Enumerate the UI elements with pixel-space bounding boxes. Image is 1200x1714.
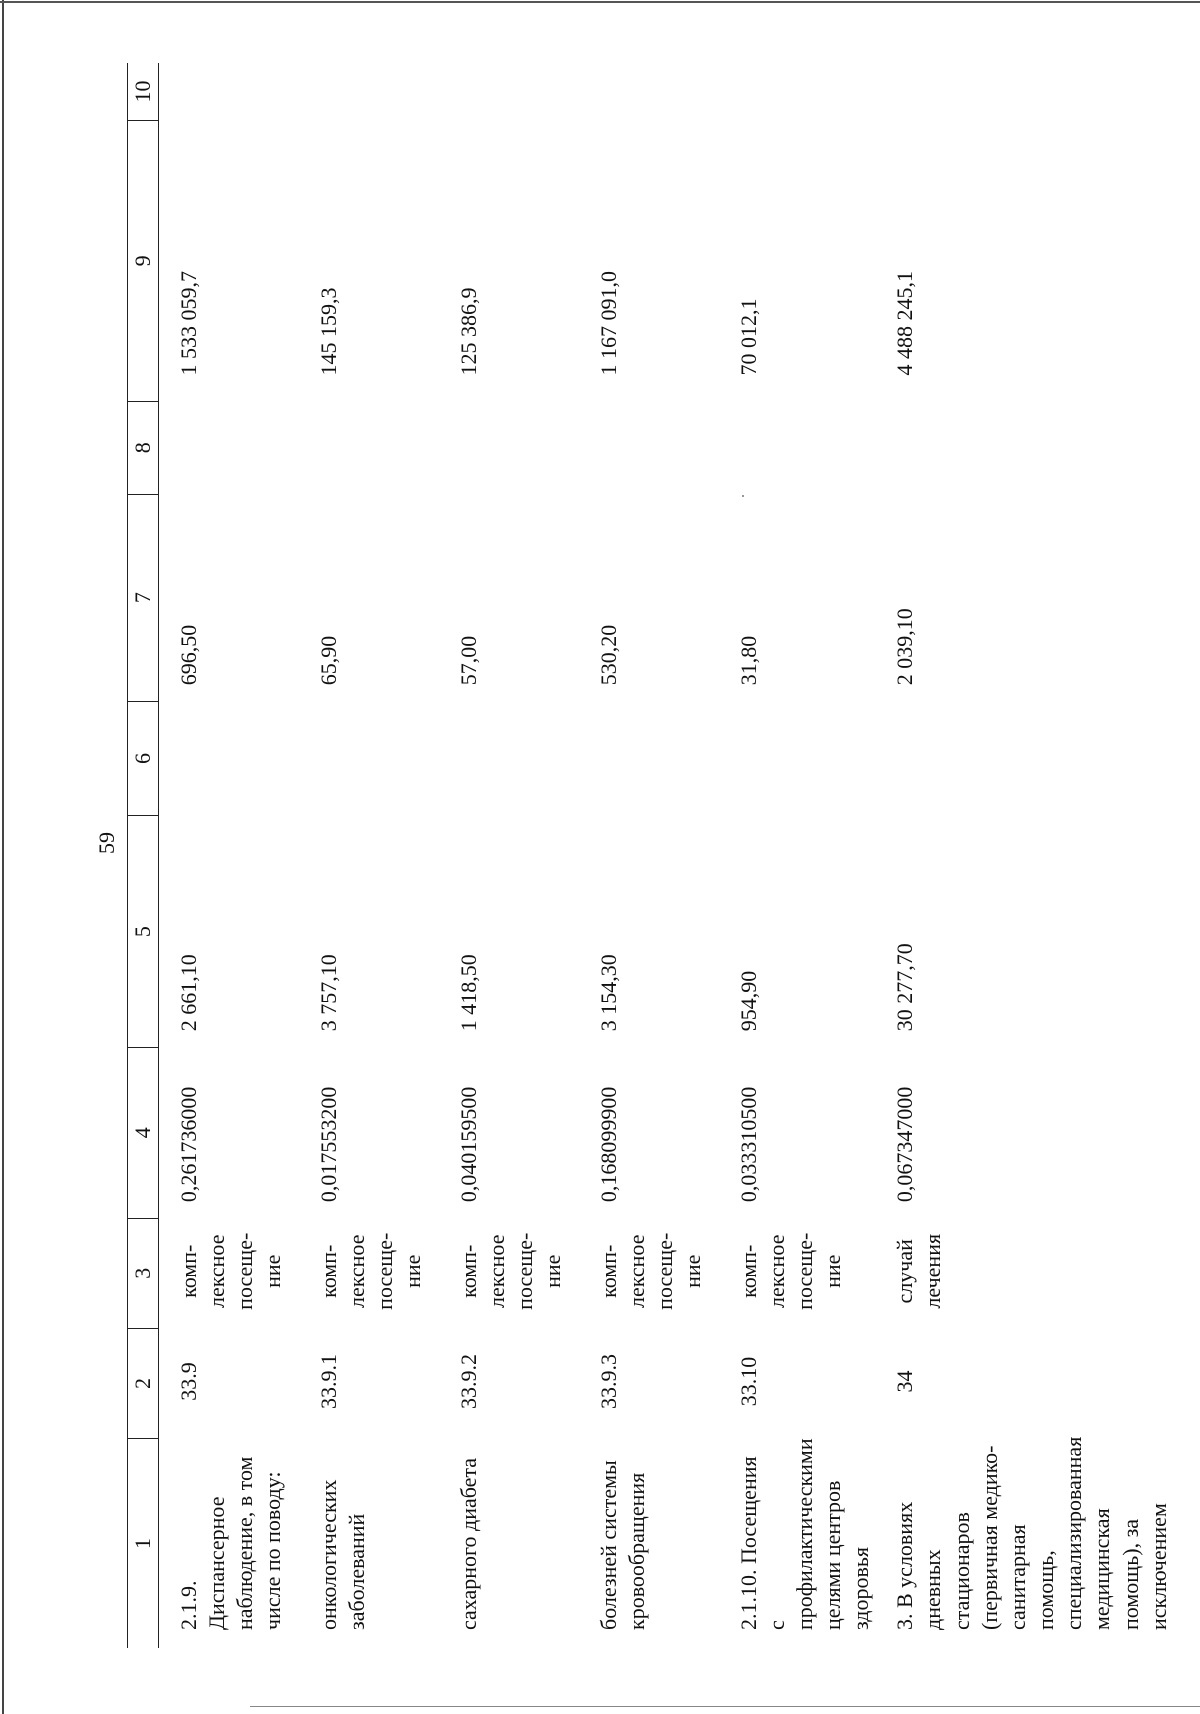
header-col-2: 2	[128, 1328, 159, 1438]
cell-col-8	[579, 401, 719, 494]
cell-col-8	[159, 401, 299, 494]
cell-row-number: 34	[892, 1370, 918, 1393]
cell-row-number: 33.10	[735, 1356, 761, 1407]
cell-name: сахарного диабета	[455, 1457, 481, 1630]
header-col-10: 10	[128, 63, 159, 120]
header-col-6: 6	[128, 701, 159, 816]
cell-col-5: 3 757,10	[315, 954, 341, 1032]
cell-col-5: 3 154,30	[595, 954, 621, 1032]
table-row	[299, 63, 439, 1648]
cell-col-10	[875, 63, 1173, 120]
cell-col-7: 530,20	[595, 624, 621, 686]
scan-border-left	[2, 0, 4, 1714]
scan-border-top	[0, 1, 1200, 3]
table-row	[875, 63, 1173, 1648]
cell-col-9: 145 159,3	[315, 287, 341, 376]
header-col-1: 1	[128, 1439, 159, 1648]
cell-col-10	[439, 63, 579, 120]
cell-col-9: 4 488 245,1	[892, 270, 918, 376]
header-col-4: 4	[128, 1047, 159, 1218]
cell-row-number: 33.9.2	[455, 1353, 481, 1409]
data-table	[127, 63, 1173, 1648]
cell-col-4: 0,261736000	[176, 1086, 201, 1203]
scan-border-bottom	[250, 1706, 1200, 1707]
table-row	[579, 63, 719, 1648]
header-col-3: 3	[128, 1218, 159, 1328]
cell-col-7: 31,80	[735, 635, 761, 686]
cell-unit: случай лечения	[892, 1233, 946, 1309]
cell-col-9: 125 386,9	[455, 287, 481, 376]
rotated-table-container	[127, 63, 1171, 1648]
cell-col-10	[579, 63, 719, 120]
cell-col-9: 1 533 059,7	[176, 270, 201, 376]
cell-col-6	[875, 701, 1173, 816]
cell-col-4: 0,033310500	[735, 1086, 761, 1203]
cell-col-9: 1 167 091,0	[595, 270, 621, 376]
table-row	[719, 63, 876, 1648]
cell-col-6	[299, 701, 439, 816]
cell-name: онкологических заболеваний	[315, 1479, 369, 1630]
cell-col-4: 0,168099900	[595, 1086, 621, 1203]
cell-col-5: 2 661,10	[176, 954, 201, 1032]
cell-unit: комп-лексное посеще-ние	[315, 1232, 425, 1310]
cell-row-number: 33.9	[176, 1362, 201, 1401]
table-header-row	[128, 63, 159, 1648]
cell-col-5: 954,90	[735, 970, 761, 1032]
header-col-5: 5	[128, 816, 159, 1047]
cell-col-9: 70 012,1	[735, 298, 761, 376]
cell-unit: комп-лексное посеще-ние	[595, 1232, 705, 1310]
cell-col-8	[439, 401, 579, 494]
cell-col-4: 0,040159500	[455, 1086, 481, 1203]
cell-col-8	[875, 401, 1173, 494]
cell-col-10	[719, 63, 876, 120]
header-col-9: 9	[128, 120, 159, 401]
cell-col-7: 696,50	[176, 624, 201, 686]
cell-col-4: 0,017553200	[315, 1086, 341, 1203]
cell-col-8	[719, 401, 876, 494]
cell-col-10	[299, 63, 439, 120]
header-col-7: 7	[128, 494, 159, 701]
cell-col-10	[159, 63, 299, 120]
page-number: 59	[94, 832, 119, 854]
cell-row-number: 33.9.3	[595, 1353, 621, 1409]
cell-col-7: 2 039,10	[892, 608, 918, 686]
cell-col-4: 0,067347000	[892, 1086, 918, 1203]
table-row	[159, 63, 299, 1648]
cell-name: 2.1.10. Посещения с профилактическими целями центров здоровья	[735, 1438, 874, 1630]
cell-name: 2.1.9. Диспансерное наблюдение, в том числе по поводу:	[176, 1456, 286, 1630]
cell-col-6	[579, 701, 719, 816]
cell-col-6	[719, 701, 876, 816]
cell-unit: комп-лексное посеще-ние	[455, 1232, 565, 1310]
cell-col-6	[439, 701, 579, 816]
cell-col-7: 57,00	[455, 635, 481, 686]
cell-col-8	[299, 401, 439, 494]
cell-col-5: 30 277,70	[892, 943, 918, 1032]
header-col-8: 8	[128, 401, 159, 494]
cell-name: болезней системы кровообращения	[595, 1460, 649, 1630]
cell-col-7: 65,90	[315, 635, 341, 686]
cell-name: 3. В условиях дневных стационаров (первичная медико-санитарная помощь, специализированная медицинская помощь), за исключением	[892, 1436, 1171, 1630]
cell-row-number: 33.9.1	[315, 1353, 341, 1409]
cell-col-5: 1 418,50	[455, 954, 481, 1032]
cell-unit: комп-лексное посеще-ние	[735, 1232, 845, 1310]
cell-unit: комп-лексное посеще-ние	[176, 1232, 286, 1310]
table-row	[439, 63, 579, 1648]
cell-col-6	[159, 701, 299, 816]
